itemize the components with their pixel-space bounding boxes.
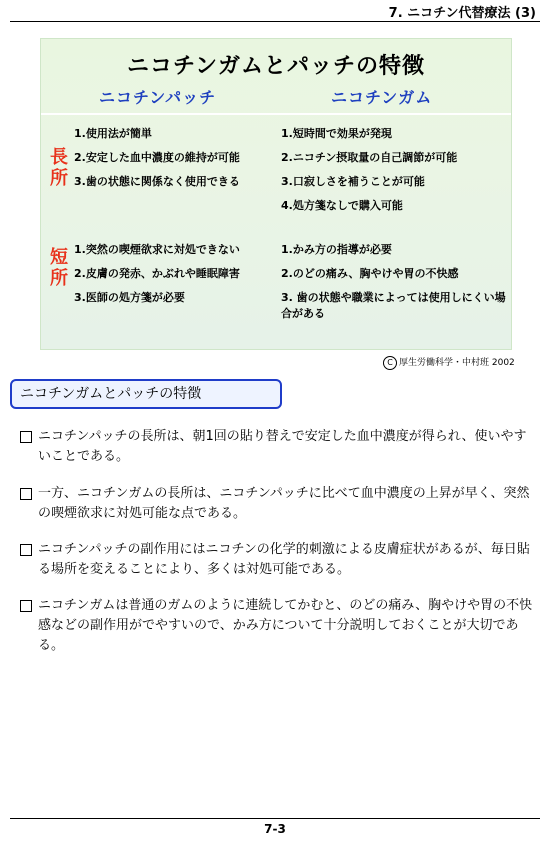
section-subheading: ニコチンガムとパッチの特徴 [10,379,282,409]
demerit-gum-item: 2.のどの痛み、胸やけや胃の不快感 [281,267,459,280]
footer-rule [10,818,540,819]
merit-patch-item: 3.歯の状態に関係なく使用できる [74,175,240,188]
page-number: 7-3 [264,822,286,836]
checkbox-icon [20,488,32,500]
merit-gum-item: 2.ニコチン摂取量の自己調節が可能 [281,151,458,164]
merits-label: 長 所 [50,147,68,189]
merit-gum-item: 1.短時間で効果が発現 [281,127,392,140]
demerit-gum-item: 3. 歯の状態や職業によっては使用しにくい場合がある [281,291,506,320]
column-header-gum: ニコチンガム [331,88,433,107]
checkbox-icon [20,544,32,556]
bullet-item: ニコチンパッチの副作用にはニコチンの化学的刺激による皮膚症状があるが、毎日貼る場所を変えることにより、多くは対処可能である。 [18,540,533,580]
merit-patch-item: 1.使用法が簡単 [74,127,152,140]
panel-divider [41,113,511,115]
comparison-panel [40,38,512,350]
copyright-icon: C [383,356,397,370]
copyright-note: C 厚生労働科学・中村班 2002 [383,355,515,370]
bullet-item: ニコチンガムは普通のガムのように連続してかむと、のどの痛み、胸やけや胃の不快感などの副作用がでやすいので、かみ方について十分説明しておくことが大切である。 [18,596,533,656]
demerits-label: 短 所 [50,247,68,289]
column-header-patch: ニコチンパッチ [99,88,217,107]
checkbox-icon [20,431,32,443]
merit-gum-item: 4.処方箋なしで購入可能 [281,199,403,212]
demerit-gum-item: 1.かみ方の指導が必要 [281,243,392,256]
chapter-title: 7. ニコチン代替療法 (3) [388,6,536,21]
demerit-patch-item: 1.突然の喫煙欲求に対処できない [74,243,240,256]
bullet-item: 一方、ニコチンガムの長所は、ニコチンパッチに比べて血中濃度の上昇が早く、突然の喫煙欲求に対処可能な点である。 [18,484,533,524]
header-rule [10,21,540,22]
merit-patch-item: 2.安定した血中濃度の維持が可能 [74,151,240,164]
panel-title: ニコチンガムとパッチの特徴 [127,54,425,79]
demerit-patch-item: 3.医師の処方箋が必要 [74,291,185,304]
bullet-item: ニコチンパッチの長所は、朝1回の貼り替えで安定した血中濃度が得られ、使いやすいことである。 [18,427,533,467]
merit-gum-item: 3.口寂しさを補うことが可能 [281,175,425,188]
checkbox-icon [20,600,32,612]
demerit-patch-item: 2.皮膚の発赤、かぶれや睡眠障害 [74,267,240,280]
